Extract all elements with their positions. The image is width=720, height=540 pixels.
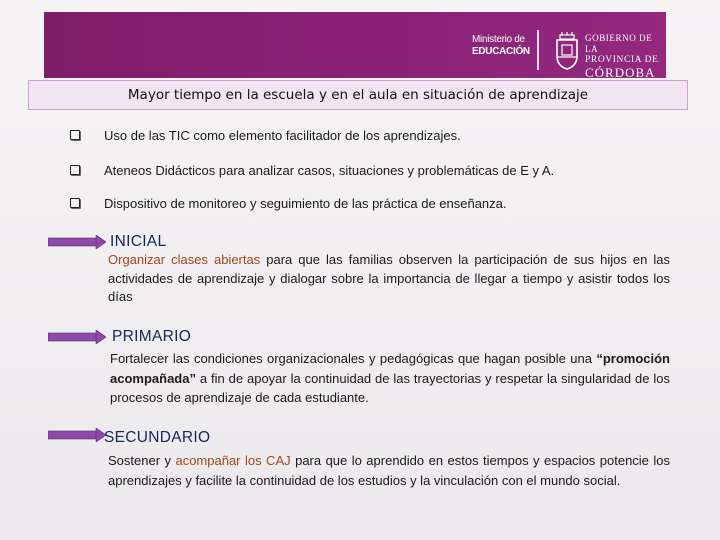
section-title-inicial: INICIAL: [110, 233, 167, 250]
square-bullet-icon: [70, 165, 80, 175]
ministry-line2: EDUCACIÓN: [472, 46, 530, 57]
section-text-primario: [110, 349, 670, 408]
arrow-right-icon: [48, 330, 106, 344]
bold-phrase: “promoción acompañada”: [110, 351, 670, 386]
header-banner: [44, 12, 666, 78]
section-text-secundario: [108, 451, 670, 490]
slide-title-box: [28, 80, 688, 110]
highlight-text: acompañar los CAJ: [175, 453, 291, 468]
section-body: a fin de apoyar la continuidad de las trayectorias y respetar la singularidad de los procesos de aprendizaje de cada estudiante.: [110, 370, 670, 405]
gov-line2: PROVINCIA DE: [585, 55, 659, 65]
ministry-logo: [472, 34, 530, 58]
section-body-pre: Fortalecer las condiciones organizacionales y pedagógicas que hagan posible una: [110, 351, 597, 366]
bullet-text: Ateneos Didácticos para analizar casos, situaciones y problemáticas de E y A.: [104, 163, 555, 178]
government-logo-text: [585, 33, 666, 80]
section-body-pre: Sostener y: [108, 453, 176, 468]
arrow-right-icon: [48, 235, 106, 249]
highlight-text: Organizar clases abiertas: [108, 252, 261, 267]
arrow-right-icon: [48, 428, 106, 442]
logo-divider: [537, 30, 539, 70]
section-title-primario: PRIMARIO: [112, 328, 192, 345]
coat-of-arms-icon: [554, 32, 580, 70]
section-body: para que lo aprendido en estos tiempos y espacios potencie los aprendizajes y facilite la continuidad de los estudios y la vinculación con el mundo social.: [108, 453, 670, 488]
ministry-line1: Ministerio de: [472, 34, 525, 45]
square-bullet-icon: [70, 130, 80, 140]
bullet-text: Dispositivo de monitoreo y seguimiento de las práctica de enseñanza.: [104, 196, 507, 211]
square-bullet-icon: [70, 198, 80, 208]
section-title-secundario: SECUNDARIO: [104, 429, 211, 446]
section-text-inicial: [108, 251, 670, 307]
gov-line3: CÓRDOBA: [585, 65, 656, 80]
slide-title: Mayor tiempo en la escuela y en el aula en situación de aprendizaje: [127, 87, 589, 103]
section-body: para que las familias observen la participación de sus hijos en las actividades de aprendizaje y dialogar sobre la importancia de llegar a tiempo y asistir todos los días: [108, 252, 670, 304]
gov-line1: GOBIERNO DE LA: [585, 33, 653, 54]
bullet-text: Uso de las TIC como elemento facilitador de los aprendizajes.: [104, 128, 461, 143]
